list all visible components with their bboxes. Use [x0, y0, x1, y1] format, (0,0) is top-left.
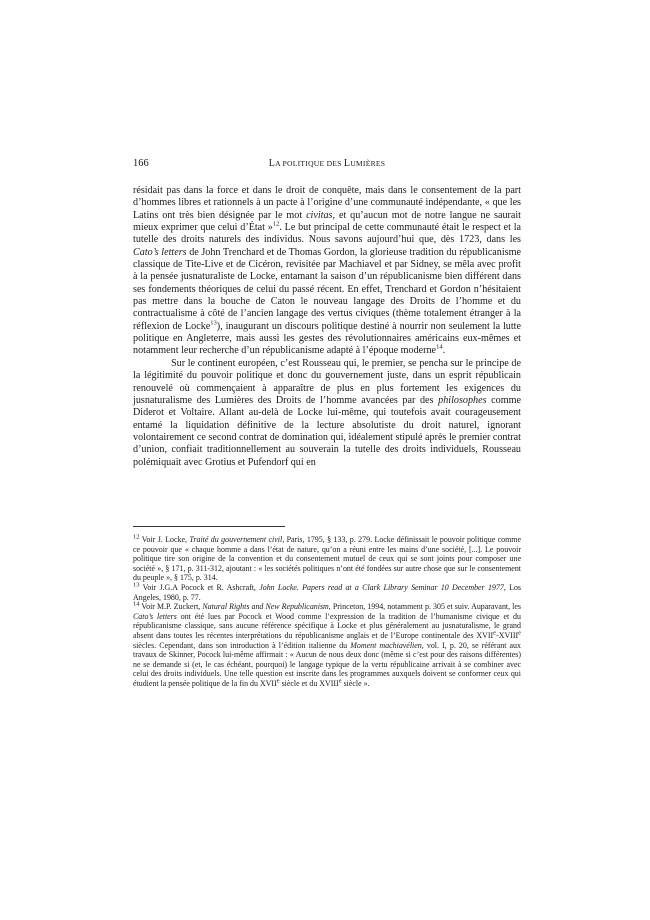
text-run: comme Diderot et Voltaire. Allant au-delà de Locke lui-même, qui toutefois avait courageusement entamé la liquidation définitive de la lecture absolutiste du droit naturel, ignorant volontairement ce second contrat de domination qui, idéalement stipulé après le premier contrat d’union, confiait traditionnellement au souverain la tutelle des droits individuels, Rousseau polémiquait avec Grotius et Pufendorf qui en [133, 394, 521, 468]
italic-text: Traité du gouvernement civil [189, 535, 283, 544]
running-head [133, 158, 521, 169]
text-run: . Le but principal de cette communauté était le respect et la tutelle des droits naturels des individus. Nous savons aujourd’hui que, dès 1723, dans les [133, 222, 521, 246]
superscript: e [518, 629, 521, 637]
text-run: -XVIII [496, 630, 519, 640]
italic-text: Natural Rights and New Republicanism [202, 602, 329, 612]
text-run: Voir J.G.A Pocock et R. Ashcraft, [139, 582, 260, 592]
superscript: 12 [272, 220, 280, 228]
text-run: , et qu’aucun mot de notre langue ne saurait mieux exprimer que celui d’État » [133, 209, 521, 234]
superscript: 12 [133, 533, 140, 541]
page-number: 166 [133, 158, 149, 169]
text-run: siècle ». [341, 678, 370, 688]
text-run: , vol. I, p. 20, se référant aux travaux de Skinner, Pocock lui-même affirmait : « Aucun de nous deux donc (même si c’est pour des raisons différentes) ne se demande si (et, le cas échéant, pourquoi) le langage typique de la vertu républicaine arrivait à se combiner avec celui des droits individuels. Une telle question est inscrite dans les programmes auxquels doivent se conformer ceux qui étudient la pensée politique de la fin du XVII [133, 640, 521, 688]
body-paragraph [133, 358, 521, 469]
italic-text: philosophes [438, 394, 487, 406]
italic-text: Cato’s letters [133, 611, 177, 621]
running-head-initial-2: L [343, 158, 351, 169]
superscript: 14 [436, 344, 443, 352]
footnote-separator [133, 526, 285, 527]
italic-text: Moment machiavélien [350, 640, 422, 650]
text-run: résidait pas dans la force et dans le droit de conquête, mais dans le consentement de la part d’hommes libres et rationnels à un pacte à l’origine d’une communauté indépendante, « que les Latins ont très bien désignée par le mot [133, 185, 521, 221]
running-head-part-1: A POLITIQUE DES [275, 159, 344, 168]
superscript: e [493, 629, 497, 637]
footnotes [133, 535, 521, 689]
superscript: e [338, 677, 342, 685]
text-run: Voir J. Locke, [139, 535, 190, 544]
text-run: , Los Angeles, 1980, p. 77. [133, 582, 522, 602]
superscript: 13 [133, 581, 140, 589]
running-head-part-2: UMIÈRES [350, 159, 386, 168]
running-head-initial-1: L [268, 158, 276, 169]
text-run: ), inaugurant un discours politique destiné à nourrir non seulement la lutte politique en Angleterre, mais aussi les gestes des révolutionnaires américains eux-mêmes et notamment leur recherche d’un républicanisme adapté à l’époque moderne [133, 320, 521, 357]
page-header [133, 158, 521, 172]
text-run: , Princeton, 1994, notamment p. 305 et suiv. Auparavant, les [328, 602, 521, 612]
superscript: 14 [133, 600, 140, 608]
superscript: e [276, 677, 280, 685]
text-run: . [442, 345, 446, 357]
text-run: siècles. Cependant, dans son introduction à l’édition italienne du [133, 640, 351, 650]
text-run: Voir M.P. Zuckert, [139, 602, 203, 612]
italic-text: Cato’s letters [133, 246, 187, 258]
italic-text: civitas [306, 209, 333, 221]
text-run: de John Trenchard et de Thomas Gordon, la glorieuse tradition du républicanisme classique de Tite-Live et de Cicéron, revisitée par Machiavel et par Sidney, se mêla avec profit à la pensée jusnaturaliste de Locke, entamant la saison d’un républicanisme bien différent dans ses fondements théoriques de celui du passé récent. En effet, Trenchard et Gordon n’hésitaient pas mettre dans la bouche de Caton le nouveau langage des Droits de l’homme et du contractualisme à côté de l’ancien langage des vertus civiques (thème totalement étranger à la réflexion de Locke [133, 246, 521, 332]
body-paragraph [133, 185, 521, 358]
superscript: 13 [210, 319, 217, 327]
footnote [133, 583, 521, 602]
text-run: Sur le continent européen, c’est Rousseau qui, le premier, se pencha sur le principe de la légitimité du pouvoir politique et donc du gouvernement juste, dans un esprit républicain renouvelé où commençaient à apparaître de plus en plus fortement les exigences du jusnaturalisme des Lumières des Droits de l’homme avancées par des [133, 357, 521, 406]
text-run: , Paris, 1795, § 133, p. 279. Locke définissait le pouvoir politique comme ce pouvoir que « chaque homme a dans l’état de nature, qu’on a réuni entre les mains d’une société, [...]. Le pouvoir politique tire son origine de la convention et du consentement mutuel de ceux qui se sont joints pour composer une société », § 171, p. 311-312, ajoutant : « les sociétés politiques n’ont été fondées sur autre chose que sur le consentement du peuple », § 175, p. 314. [133, 535, 521, 583]
italic-text: John Locke. Papers read at a Clark Library Seminar 10 December 1977 [259, 582, 504, 592]
text-run: siècle et du XVIII [279, 678, 339, 688]
text-run: ont été lues par Pocock et Wood comme l’expression de la tradition de l’humanisme civique et du républicanisme classique, sans aucune référence spécifique à Locke et plus généralement au jusnaturalisme, le grand absent dans toutes les récentes interprétations du républicanisme anglais et de l’Europe continentale des XVII [133, 611, 521, 640]
body-text [133, 185, 521, 469]
footnote [133, 602, 521, 688]
footnote [133, 535, 521, 583]
